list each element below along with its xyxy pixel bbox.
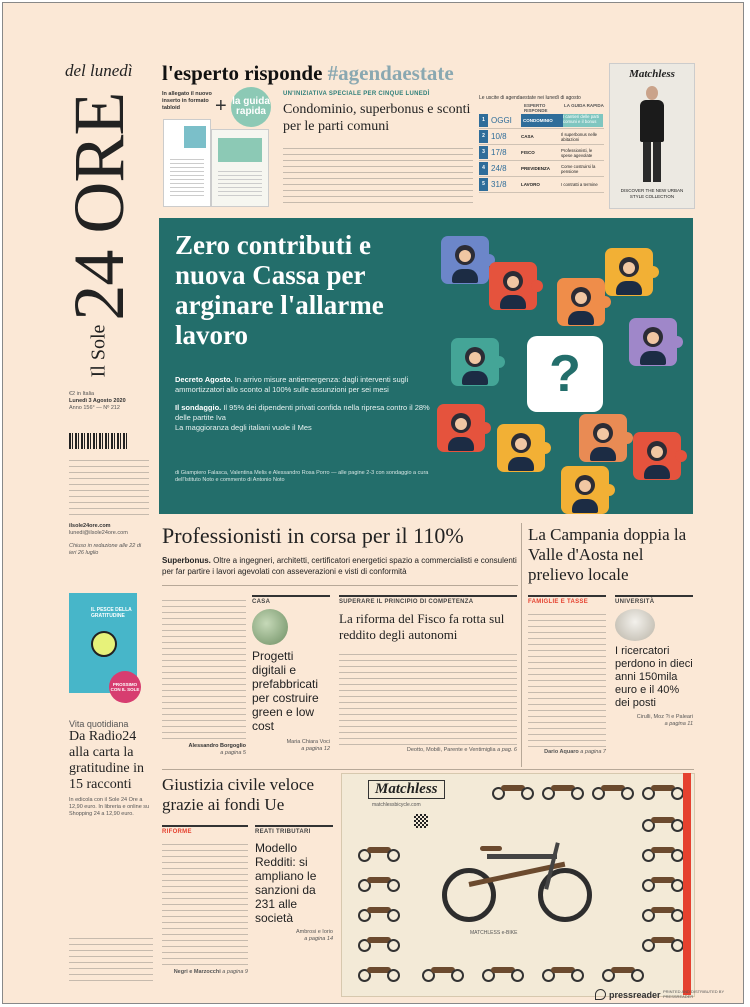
modello-box[interactable] bbox=[255, 825, 333, 947]
promo-small: In allegato il nuovo inserto in formato tabloid bbox=[162, 91, 212, 111]
question-puzzle-piece bbox=[527, 336, 603, 412]
promo-title[interactable]: Da Radio24 alla carta la gratitudine in 15 racconti bbox=[69, 729, 145, 792]
motorcycle-thumbnail bbox=[482, 964, 524, 982]
schedule-row bbox=[479, 145, 604, 161]
prof-headline[interactable]: Professionisti in corsa per il 110% bbox=[162, 523, 464, 548]
motorcycle-thumbnail bbox=[358, 964, 400, 982]
casa-box[interactable] bbox=[252, 595, 330, 767]
motorcycle-thumbnail bbox=[492, 782, 534, 800]
campania-kicker: FAMIGLIE E TASSE bbox=[528, 599, 589, 605]
fisco-article bbox=[339, 595, 517, 769]
universita-box[interactable] bbox=[615, 595, 693, 769]
matchless-ad-text: DISCOVER THE NEW URBAN STYLE COLLECTION bbox=[620, 188, 684, 199]
schedule-row-number: 5 bbox=[479, 178, 488, 191]
price: €2 in Italia bbox=[69, 391, 95, 397]
fisco-title[interactable]: La riforma del Fisco fa rotta sul reddito degli autonomi bbox=[339, 611, 505, 642]
schedule-row-guide: Professionisti, le spese agevolate bbox=[561, 147, 593, 158]
schedule-row bbox=[479, 129, 604, 145]
bike-ad-stripe bbox=[683, 773, 691, 995]
prof-page[interactable]: a pagina 5 bbox=[220, 750, 246, 756]
matchless-ad-brand: Matchless bbox=[629, 68, 675, 80]
fisco-kicker: SUPERARE IL PRINCIPIO DI COMPETENZA bbox=[339, 599, 474, 605]
motorcycle-thumbnail bbox=[642, 844, 684, 862]
banner-body-text bbox=[283, 143, 473, 205]
masthead-name-small: Il Sole bbox=[87, 324, 110, 378]
motorcycle-thumbnail bbox=[642, 874, 684, 892]
guide-cover-1[interactable] bbox=[163, 119, 211, 207]
prof-lead-text: Oltre a ingegneri, architetti, certificatori energetici spazio a commercialisti e consulenti per far partire i lavori agevolati con asseverazioni e visti di conformità bbox=[162, 556, 517, 576]
casa-kicker: CASA bbox=[252, 599, 271, 605]
hero-p3-text: La maggioranza degli italiani vuole il Mes bbox=[175, 423, 312, 432]
modello-title[interactable]: Modello Redditi: si ampliano le sanzioni da 231 alle società bbox=[255, 841, 317, 925]
schedule-row-guide: I contratti a termine bbox=[561, 182, 598, 187]
puzzle-piece bbox=[489, 262, 537, 310]
bike-ad-tagline: matchlessbicycle.com bbox=[372, 802, 421, 808]
qr-code bbox=[414, 814, 428, 828]
masthead-name-big: 24 ORE bbox=[59, 92, 139, 321]
puzzle-piece bbox=[441, 236, 489, 284]
puzzle-illustration bbox=[429, 218, 693, 514]
modello-kicker: REATI TRIBUTARI bbox=[255, 829, 311, 835]
campania-body bbox=[528, 609, 606, 749]
puzzle-piece bbox=[557, 278, 605, 326]
site-link[interactable]: ilsole24ore.com bbox=[69, 523, 111, 529]
motorcycle-thumbnail bbox=[542, 782, 584, 800]
schedule-row-topic: CONDOMINIO bbox=[521, 114, 563, 127]
schedule-header-0 bbox=[479, 103, 524, 113]
schedule-row bbox=[479, 177, 604, 193]
hero-body bbox=[175, 375, 430, 433]
edition-label: del lunedì bbox=[65, 61, 133, 80]
fisco-author: Deotto, Mobili, Parente e Ventimiglia bbox=[406, 747, 496, 753]
schedule-row-date: 10/8 bbox=[491, 132, 507, 141]
puzzle-piece bbox=[605, 248, 653, 296]
pressreader-printed: PRINTED AND DISTRIBUTED BY PRESSREADER bbox=[663, 989, 725, 999]
campania-author: Dario Aquaro bbox=[544, 749, 579, 755]
banner-headline[interactable]: Condominio, superbonus e sconti per le parti comuni bbox=[283, 102, 471, 134]
puzzle-piece bbox=[451, 338, 499, 386]
puzzle-piece bbox=[579, 414, 627, 462]
issue-number: Anno 156° — Nº 212 bbox=[69, 405, 120, 411]
banner-kicker: UN'INIZIATIVA SPECIALE PER CINQUE LUNEDÌ bbox=[283, 91, 430, 97]
schedule-row-date: OGGI bbox=[491, 116, 512, 125]
motorcycle-thumbnail bbox=[602, 964, 644, 982]
book-title: IL PESCE DELLA GRATITUDINE bbox=[91, 607, 132, 619]
giustizia-headline[interactable]: Giustizia civile veloce grazie ai fondi Ue bbox=[162, 775, 314, 814]
motorcycle-thumbnail bbox=[358, 874, 400, 892]
puzzle-piece bbox=[629, 318, 677, 366]
schedule-row-number: 1 bbox=[479, 114, 488, 127]
casa-page[interactable]: a pagina 12 bbox=[301, 746, 330, 752]
agendaestate-title-main: l'esperto risponde bbox=[162, 61, 323, 85]
giustizia-page[interactable]: a pagina 9 bbox=[222, 969, 248, 975]
schedule-row-number: 4 bbox=[479, 162, 488, 175]
motorcycle-thumbnail bbox=[642, 814, 684, 832]
masthead-fine-print bbox=[69, 455, 149, 515]
schedule-row-guide: Il superbonus nelle abitazioni bbox=[561, 131, 598, 142]
giustizia-author: Negri e Marzocchi bbox=[173, 969, 221, 975]
schedule-row-guide: I cantieri delle parti comuni e il bonus bbox=[563, 114, 603, 127]
prof-author: Alessandro Borgoglio bbox=[188, 743, 246, 749]
prof-body bbox=[162, 595, 246, 741]
agendaestate-title[interactable] bbox=[162, 61, 612, 86]
schedule-row-topic: CASA bbox=[521, 134, 534, 139]
hero-section bbox=[159, 218, 693, 514]
model-figure bbox=[640, 86, 664, 182]
hero-p1-text: In arrivo misure antiemergenza: dagli interventi sugli ammortizzatori allo sconto al 100% sulle assunzioni per sei mesi bbox=[175, 375, 409, 394]
promo-badge: PROSSIMO CON IL SOLE bbox=[109, 671, 141, 703]
modello-author: Ambrosi e Iorio bbox=[296, 929, 333, 935]
newspaper-page bbox=[2, 2, 744, 1004]
universita-title[interactable]: I ricercatori perdono in dieci anni 150mila euro e il 40% dei posti bbox=[615, 645, 693, 709]
motorcycle-thumbnail bbox=[542, 964, 584, 982]
email-link[interactable]: lunedi@ilsole24ore.com bbox=[69, 530, 128, 536]
hero-p2-label: Il sondaggio. bbox=[175, 403, 222, 412]
hero-p2-text: Il 95% dei dipendenti privati confida nella ripresa contro il 28% delle partite Iva bbox=[175, 403, 430, 422]
schedule-row-topic: PREVIDENZA bbox=[521, 166, 551, 171]
question-mark-icon: ? bbox=[549, 345, 581, 403]
agendaestate-hashtag: #agendaestate bbox=[327, 61, 454, 85]
giustizia-body bbox=[162, 839, 248, 969]
modello-page[interactable]: a pagina 14 bbox=[304, 936, 333, 942]
schedule-row-date: 24/8 bbox=[491, 164, 507, 173]
prof-lead-label: Superbonus. bbox=[162, 556, 211, 565]
plus-icon: + bbox=[215, 95, 227, 117]
book-promo[interactable] bbox=[69, 593, 140, 693]
motorcycle-thumbnail bbox=[358, 904, 400, 922]
puzzle-piece bbox=[497, 424, 545, 472]
smiley-icon bbox=[91, 631, 117, 657]
motorcycle-thumbnail bbox=[642, 782, 684, 800]
promo-kicker: Vita quotidiana bbox=[69, 719, 129, 729]
universita-author: Cirulli, Moz ?i e Paleari bbox=[636, 714, 693, 720]
guide-cover-2[interactable] bbox=[211, 129, 269, 207]
closing-note: Chiuso in redazione alle 22 di ieri 26 luglio bbox=[69, 543, 142, 556]
universita-kicker: UNIVERSITÀ bbox=[615, 599, 655, 605]
barcode bbox=[69, 433, 129, 449]
hero-p1-label: Decreto Agosto. bbox=[175, 375, 233, 384]
prof-lead bbox=[162, 555, 518, 577]
promo-text: In edicola con il Sole 24 Ore a 12,90 euro. In libreria e online su Shopping 24 a 12,90 euro. bbox=[69, 797, 150, 817]
motorcycle-thumbnail bbox=[592, 782, 634, 800]
schedule-row-topic: FISCO bbox=[521, 150, 535, 155]
universita-page[interactable]: a pagina 11 bbox=[664, 721, 693, 727]
issue-date: Lunedì 3 Agosto 2020 bbox=[69, 398, 126, 404]
schedule-header-2: LA GUIDA RAPIDA bbox=[564, 103, 604, 108]
schedule-header-1: ESPERTO RISPONDE bbox=[524, 103, 548, 113]
casa-author: Maria Chiara Voci bbox=[286, 739, 330, 745]
masthead-logo[interactable] bbox=[59, 85, 139, 385]
schedule-row-number: 3 bbox=[479, 146, 488, 159]
schedule-row bbox=[479, 113, 604, 129]
schedule-table bbox=[479, 113, 604, 193]
motorcycle-thumbnail bbox=[422, 964, 464, 982]
pressreader-icon bbox=[595, 989, 606, 1000]
campania-page[interactable]: a pagina 7 bbox=[580, 749, 606, 755]
fisco-body bbox=[339, 649, 517, 747]
motorcycle-thumbnail bbox=[358, 934, 400, 952]
motorcycle-thumbnail bbox=[358, 844, 400, 862]
puzzle-piece bbox=[561, 466, 609, 514]
bike-ad-brand: Matchless bbox=[368, 780, 445, 799]
masthead-legal-text bbox=[69, 933, 153, 981]
schedule-row-guide: Come costruirsi la pensione bbox=[561, 163, 596, 174]
schedule-row-number: 2 bbox=[479, 130, 488, 143]
hero-headline[interactable]: Zero contributi e nuova Cassa per arginare l'allarme lavoro bbox=[175, 230, 384, 350]
schedule-row-date: 17/8 bbox=[491, 148, 507, 157]
schedule-row bbox=[479, 161, 604, 177]
casa-image bbox=[252, 609, 288, 645]
pressreader-label: pressreader bbox=[609, 989, 661, 1000]
pressreader-logo[interactable] bbox=[595, 989, 661, 1000]
campania-headline[interactable]: La Campania doppia la Valle d'Aosta nel prelievo locale bbox=[528, 525, 687, 584]
schedule-row-topic: LAVORO bbox=[521, 182, 540, 187]
matchless-bike-ad[interactable] bbox=[341, 773, 695, 997]
e-bike-illustration bbox=[442, 834, 592, 924]
guida-rapida-badge: la guida rapida bbox=[231, 87, 271, 127]
schedule-row-date: 31/8 bbox=[491, 180, 507, 189]
universita-image bbox=[615, 609, 655, 641]
motorcycle-thumbnail bbox=[642, 934, 684, 952]
casa-title[interactable]: Progetti digitali e prefabbricati per costruire green e low cost bbox=[252, 649, 319, 733]
motorcycle-thumbnail bbox=[642, 904, 684, 922]
matchless-ad-top[interactable] bbox=[609, 63, 695, 209]
giustizia-kicker: RIFORME bbox=[162, 829, 192, 835]
fisco-page[interactable]: a pag. 6 bbox=[497, 747, 517, 753]
puzzle-piece bbox=[437, 404, 485, 452]
schedule-title: Le uscite di agendaestate nei lunedì di agosto bbox=[479, 95, 581, 101]
hero-credit: di Giampiero Falasca, Valentina Melis e Alessandro Rosa Porro — alle pagine 2-3 con sondaggio a cura dell'Istituto Noto e commento di Antonio Noto bbox=[175, 470, 429, 483]
bike-ad-caption: MATCHLESS e-BIKE bbox=[470, 930, 518, 936]
puzzle-piece bbox=[633, 432, 681, 480]
